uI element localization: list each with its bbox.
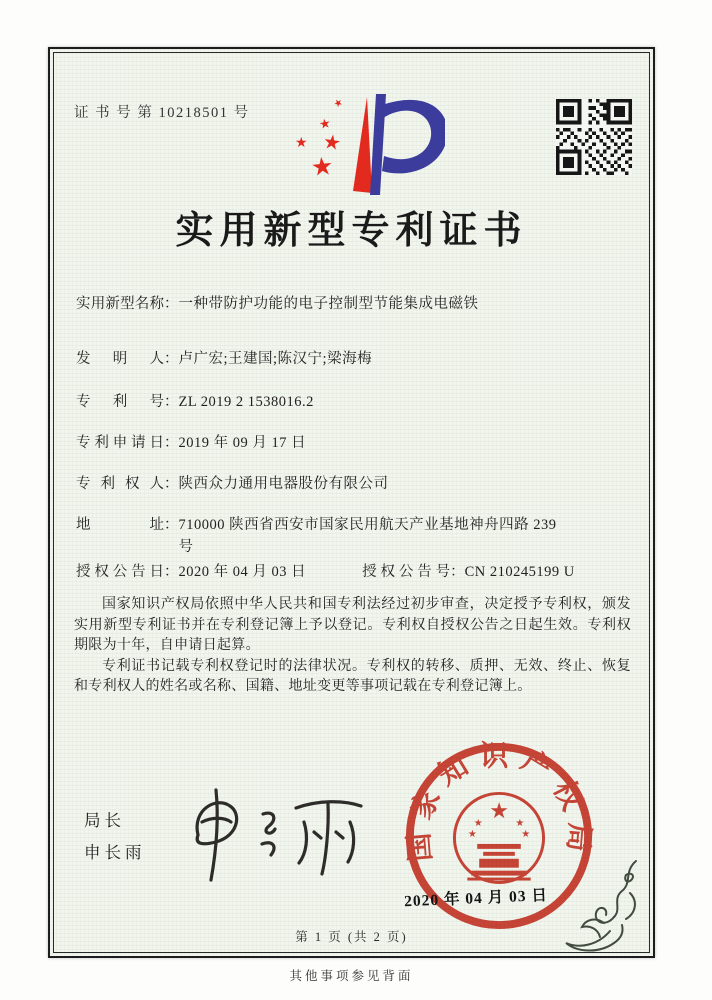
field-label: 授权公告号 [362,564,451,580]
field-row-patentee: 专利权人 ： 陕西众力通用电器股份有限公司 [76,473,631,495]
field-row-grant: 授权公告日 ： 2020 年 04 月 03 日 授权公告号 ： CN 210245199 U [76,561,631,583]
national-emblem-icon [454,793,543,882]
field-row-address: 地址 ： 710000 陕西省西安市国家民用航天产业基地神舟四路 239 号 [76,514,631,558]
qr-code-pattern [556,99,632,175]
signature [168,780,373,885]
certificate-sheet [48,47,655,958]
legal-paragraph: 专利证书记载专利权登记时的法律状况。专利权的转移、质押、无效、终止、恢复和专利权人的姓名或名称、国籍、地址变更等事项记载在专利登记簿上。 [74,658,631,694]
star-icon: ★ [330,96,345,111]
field-value: 陕西众力通用电器股份有限公司 [178,476,389,492]
signer-name: 申长雨 [84,842,146,862]
qr-code [556,99,632,175]
svg-text:★: ★ [473,818,483,830]
field-value: 2019 年 09 月 17 日 [178,435,307,451]
star-icon: ★ [317,115,332,132]
field-label: 专利申请日 [76,435,164,451]
field-value: CN 210245199 U [464,564,575,580]
field-label: 专利号 [76,394,164,410]
field-label: 地址 [76,517,164,533]
field-row-name: 实用新型名称 ： 一种带防护功能的电子控制型节能集成电磁铁 [76,293,631,315]
field-value: 2020 年 04 月 03 日 [178,564,307,580]
field-row-inventors: 发明人 ： 卢广宏;王建国;陈汉宁;梁海梅 [76,348,631,370]
field-row-filing-date: 专利申请日 ： 2019 年 09 月 17 日 [76,432,631,454]
field-label: 实用新型名称 [76,296,164,312]
certificate-title: 实用新型专利证书 [175,210,528,252]
field-label: 专利权人 [76,476,164,492]
field-value: 710000 陕西省西安市国家民用航天产业基地神舟四路 239 号 [178,517,557,555]
seal-text: 国家知识产权局 [402,740,596,863]
field-row-patent-no: 专利号 ： ZL 2019 2 1538016.2 [76,391,631,413]
star-icon: ★ [309,152,335,183]
legal-paragraph: 国家知识产权局依照中华人民共和国专利法经过初步审查，决定授予专利权，颁发实用新型专利证书并在专利登记簿上予以登记。专利权自授权公告之日起生效。专利权期限为十年，自申请日起算。 [74,597,631,653]
field-value: ZL 2019 2 1538016.2 [178,394,314,410]
footer-note: 其他事项参见背面 [289,969,414,983]
field-label: 发明人 [76,351,164,367]
cnipa-logo [283,89,445,201]
seal-date: 2020 年 04 月 03 日 [403,887,549,911]
legal-text [74,595,631,698]
field-value: 卢广宏;王建国;陈汉宁;梁海梅 [178,351,373,367]
certificate-number: 证 书 号 第 10218501 号 [74,105,250,121]
signer-title: 局长 [84,811,125,830]
signer-block [84,813,146,876]
field-label: 授权公告日 [76,564,164,580]
svg-text:★: ★ [515,818,525,830]
certificate-fields [76,293,631,602]
page-indicator: 第 1 页 (共 2 页) [295,930,408,944]
svg-text:★: ★ [467,828,477,840]
star-icon: ★ [295,136,308,151]
svg-text:★: ★ [521,828,531,840]
svg-text:★: ★ [489,799,509,824]
star-icon: ★ [321,130,343,156]
field-value: 一种带防护功能的电子控制型节能集成电磁铁 [178,296,479,312]
